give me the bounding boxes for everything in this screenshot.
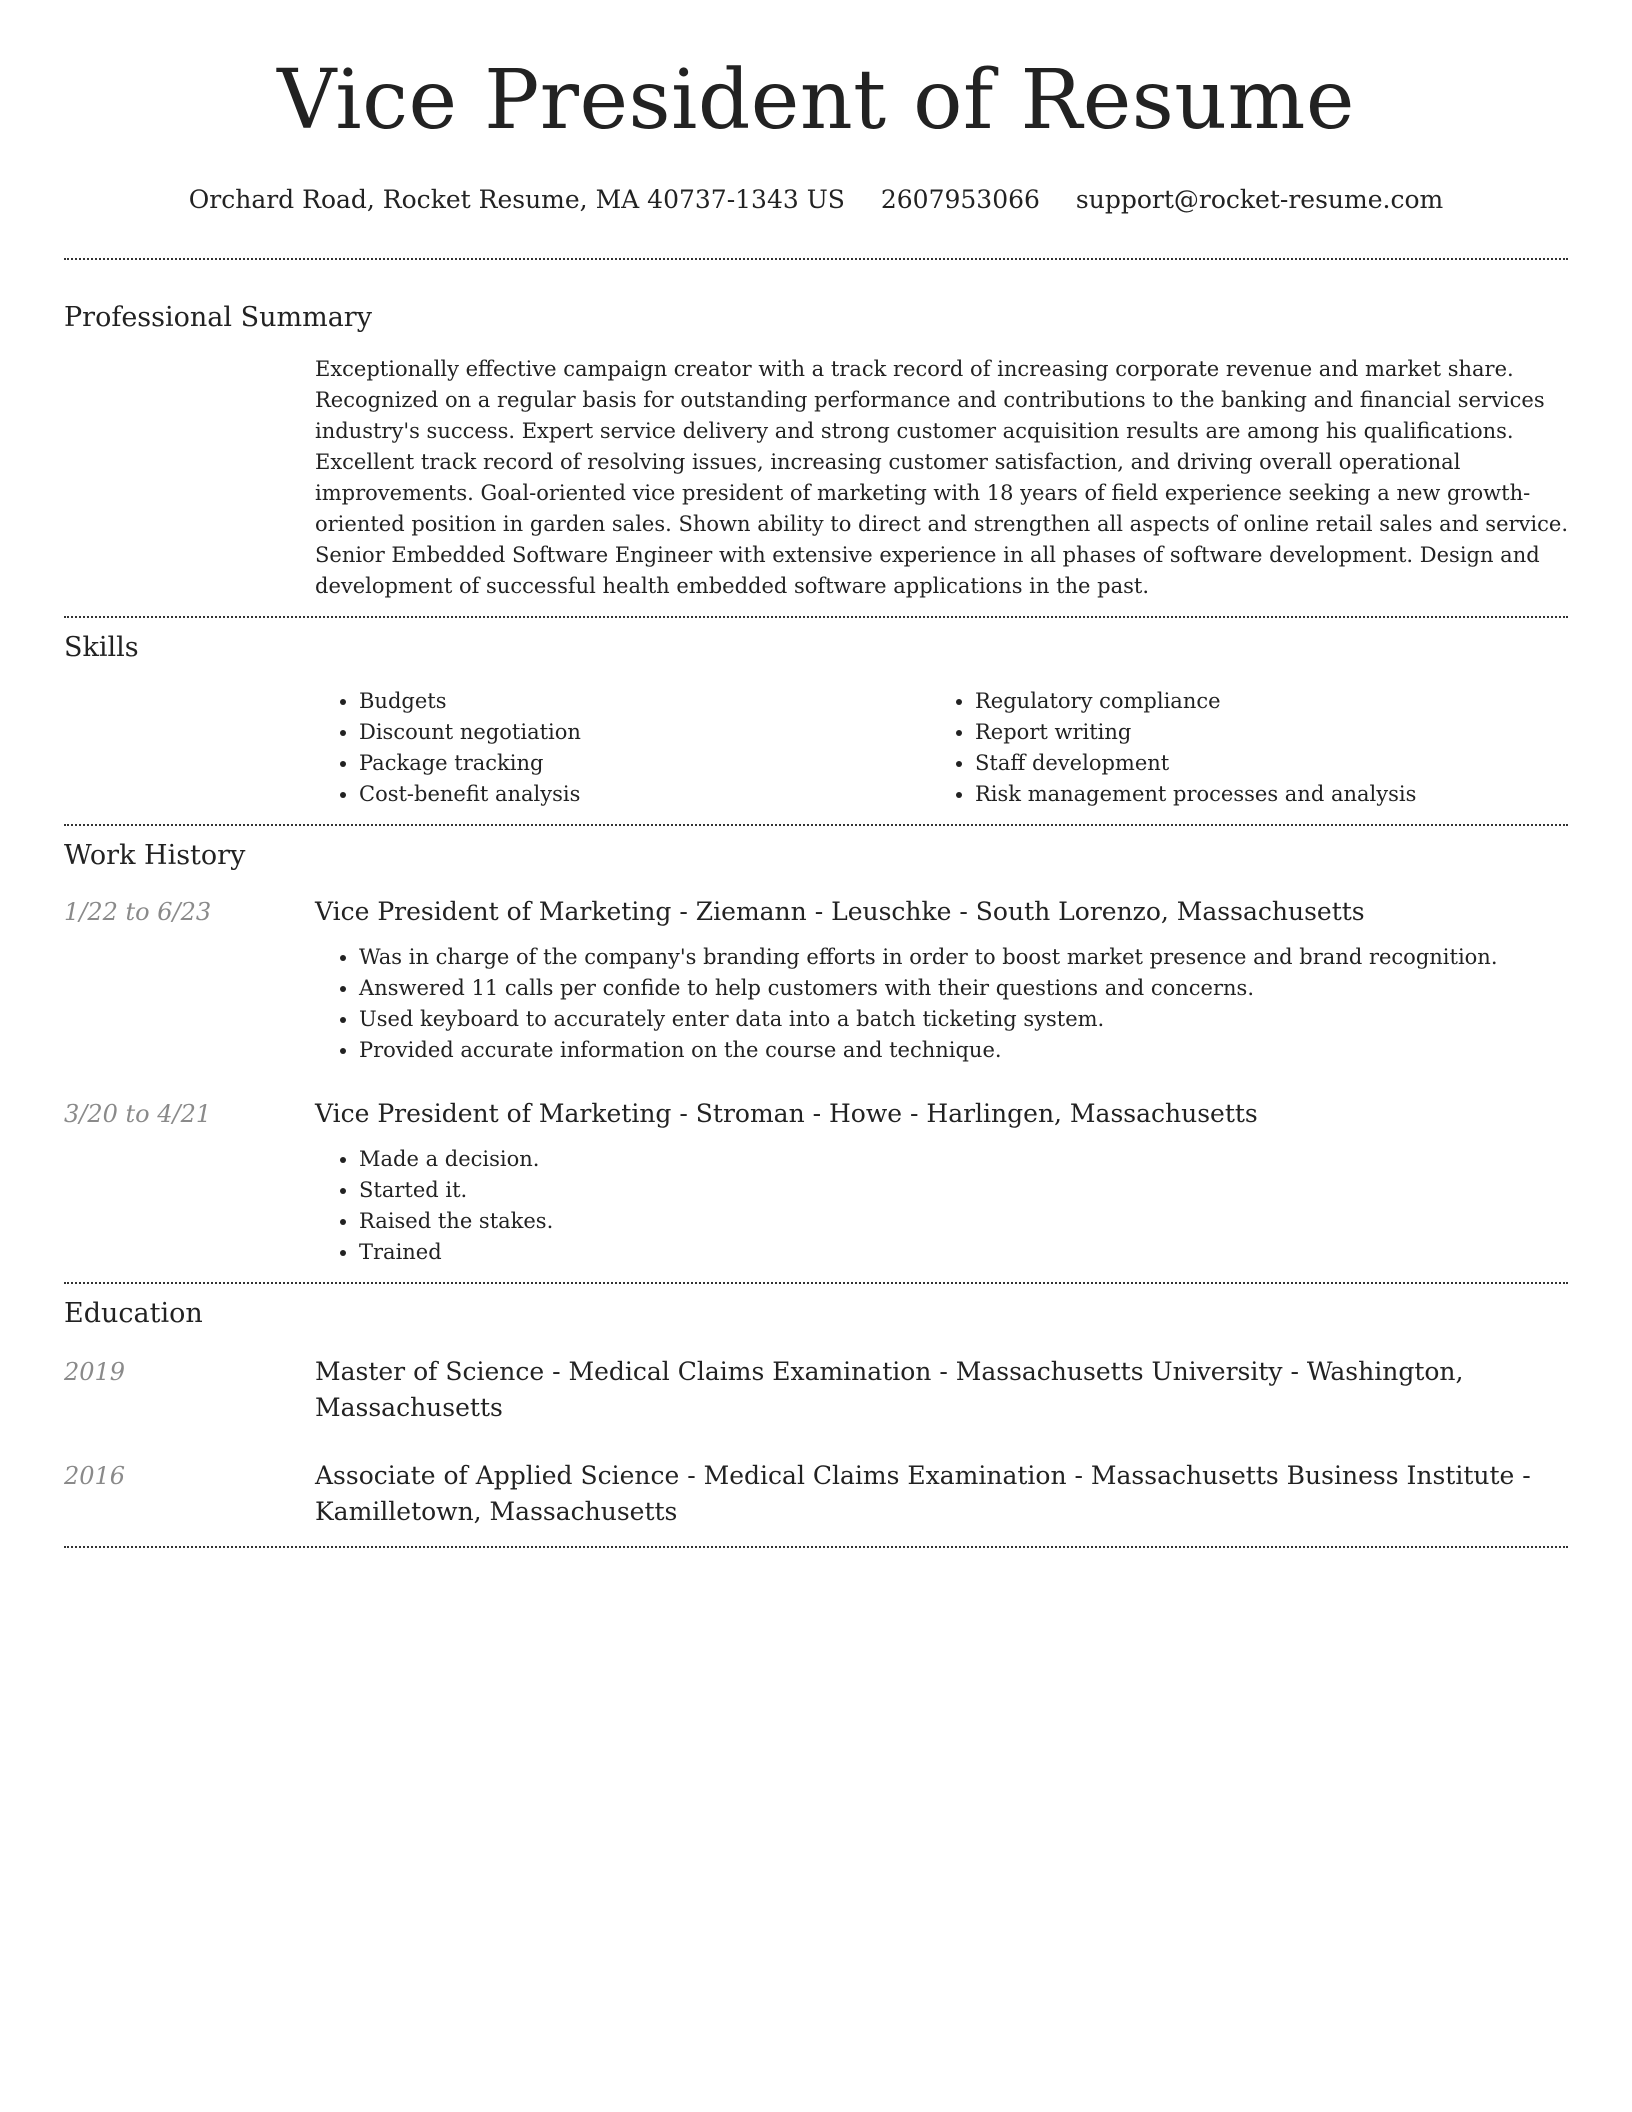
skill-item: • Report writing — [975, 717, 1547, 748]
section-title-skills: Skills — [64, 632, 139, 663]
skill-item: • Package tracking — [359, 748, 931, 779]
job-bullet: • Provided accurate information on the course and technique. — [359, 1035, 1498, 1066]
contact-phone: 2607953066 — [880, 185, 1040, 214]
job-content — [315, 1096, 1258, 1282]
section-title-summary: Professional Summary — [64, 302, 372, 333]
job-dates: 3/20 to 4/21 — [64, 1100, 212, 1128]
education-degree: Associate of Applied Science - Medical Claims Examination — [315, 1461, 1067, 1490]
education-year: 2019 — [64, 1358, 126, 1386]
skill-item: • Risk management processes and analysis — [975, 779, 1547, 810]
divider — [64, 616, 1568, 618]
job-bullet: • Used keyboard to accurately enter data into a batch ticketing system. — [359, 1004, 1498, 1035]
education-entry — [64, 1458, 1568, 1530]
education-school: - Massachusetts Business Institute - Kamilletown, Massachusetts — [315, 1461, 1531, 1526]
summary-text: Exceptionally effective campaign creator with a track record of increasing corporate revenue and market share. Recognized on a regular basis for outstanding performance and contributions to the banking and financial services industry's success. Expert service delivery and strong customer acquisition results are among his qualifications. Excellent track record of resolving issues, increasing customer satisfaction, and driving overall operational improvements. Goal-oriented vice president of marketing with 18 years of field experience seeking a new growth-oriented position in garden sales. Shown ability to direct and strengthen all aspects of online retail sales and service. Senior Embedded Software Engineer with extensive experience in all phases of software development. Design and development of successful health embedded software applications in the past. — [315, 357, 1568, 598]
job-bullet: • Made a decision. — [359, 1144, 1258, 1175]
job-bullet: • Started it. — [359, 1175, 1258, 1206]
job-content — [315, 894, 1498, 1066]
job-entry — [64, 1096, 1568, 1282]
education-text — [315, 1458, 1568, 1530]
contact-address: Orchard Road, Rocket Resume, MA 40737-1343 US — [188, 185, 845, 214]
section-title-work-history: Work History — [64, 840, 246, 871]
job-bullet: • Raised the stakes. — [359, 1206, 1258, 1237]
education-entry — [64, 1354, 1568, 1426]
skill-item: • Budgets — [359, 686, 931, 717]
job-employer: - Ziemann - Leuschke - South Lorenzo, Massachusetts — [671, 897, 1365, 926]
job-bullet: • Was in charge of the company's branding efforts in order to boost market presence and brand recognition. — [359, 942, 1498, 973]
contact-line — [64, 184, 1568, 216]
job-bullet: • Answered 11 calls per confide to help customers with their questions and concerns. — [359, 973, 1498, 1004]
job-bullets — [315, 1144, 1258, 1268]
job-bullet: • Trained — [359, 1237, 1258, 1268]
contact-email: support@rocket-resume.com — [1075, 185, 1444, 214]
skills-column-left — [315, 686, 931, 810]
section-title-education: Education — [64, 1298, 203, 1329]
job-title: Vice President of Marketing — [315, 897, 672, 926]
job-bullets — [315, 942, 1498, 1066]
skill-item: • Regulatory compliance — [975, 686, 1547, 717]
job-dates: 1/22 to 6/23 — [64, 898, 212, 926]
job-title: Vice President of Marketing — [315, 1099, 672, 1128]
divider — [64, 1546, 1568, 1548]
job-employer: - Stroman - Howe - Harlingen, Massachusetts — [671, 1099, 1258, 1128]
job-entry — [64, 894, 1568, 1066]
divider — [64, 258, 1568, 260]
skills-list — [315, 686, 1568, 810]
divider — [64, 824, 1568, 826]
job-heading — [315, 1096, 1258, 1132]
education-text — [315, 1354, 1568, 1426]
divider — [64, 1282, 1568, 1284]
skill-item: • Cost-benefit analysis — [359, 779, 931, 810]
resume-name: Vice President of Resume — [277, 53, 1355, 148]
education-school: - Massachusetts University - Washington, Massachusetts — [315, 1357, 1464, 1422]
skills-column-right — [931, 686, 1547, 810]
job-heading — [315, 894, 1498, 930]
education-degree: Master of Science - Medical Claims Examination — [315, 1357, 932, 1386]
education-year: 2016 — [64, 1462, 126, 1490]
skill-item: • Discount negotiation — [359, 717, 931, 748]
skill-item: • Staff development — [975, 748, 1547, 779]
